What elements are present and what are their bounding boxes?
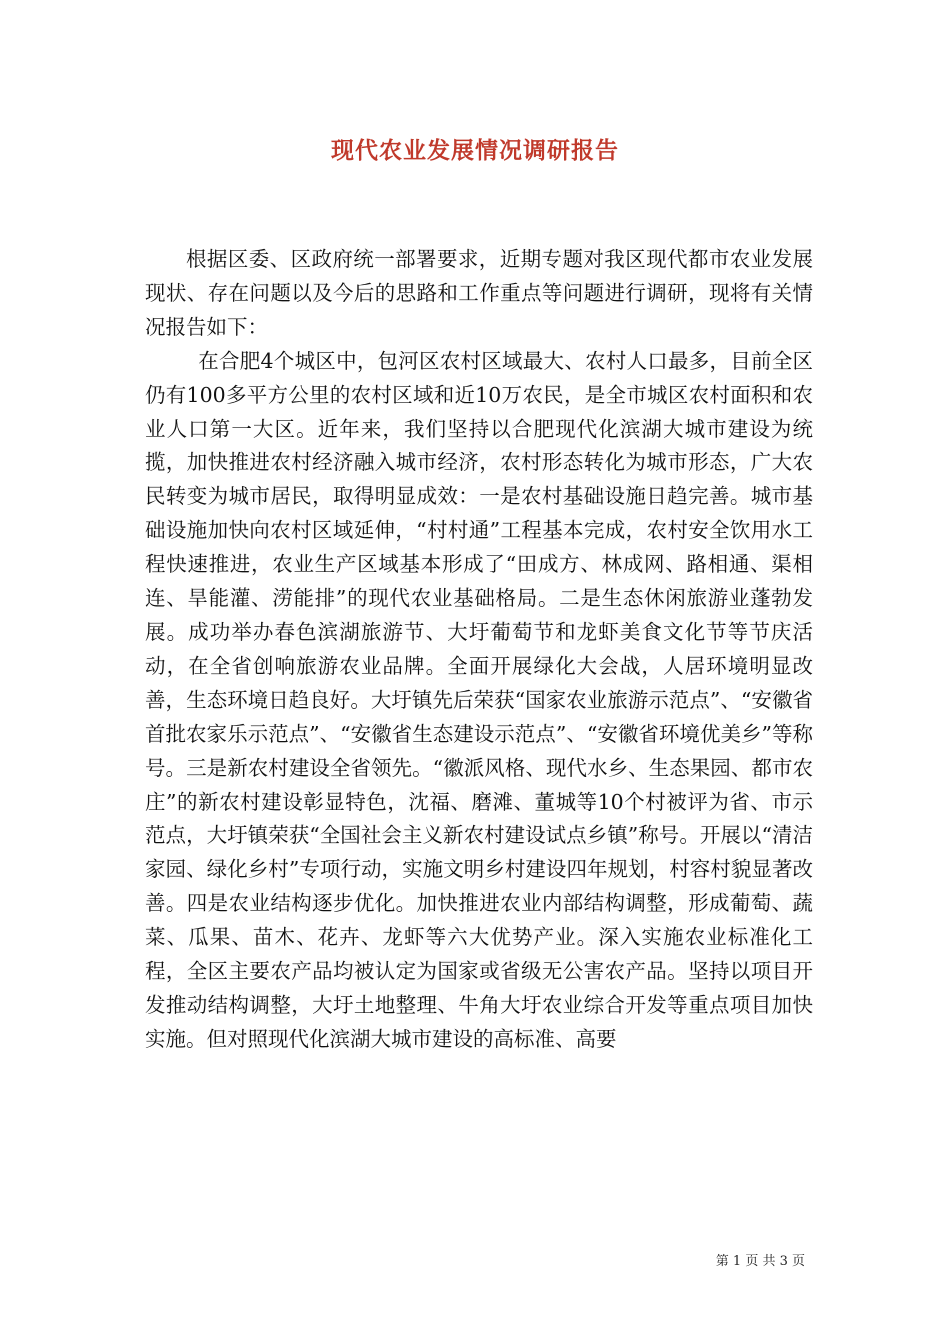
document-body (145, 243, 813, 1057)
document-title: 现代农业发展情况调研报告 (331, 137, 619, 164)
paragraph-intro: 根据区委、区政府统一部署要求，近期专题对我区现代都市农业发展现状、存在问题以及今后的思路和工作重点等问题进行调研，现将有关情况报告如下： (145, 247, 813, 339)
page-number: 第 1 页 共 3 页 (715, 1254, 805, 1269)
paragraph-main: 在合肥4个城区中，包河区农村区域最大、农村人口最多，目前全区仍有100多平方公里的农村区域和近10万农民，是全市城区农村面积和农业人口第一大区。近年来，我们坚持以合肥现代化滨湖大城市建设为统揽，加快推进农村经济融入城市经济，农村形态转化为城市形态，广大农民转变为城市居民，取得明显成效：一是农村基础设施日趋完善。城市基础设施加快向农村区域延伸，“村村通”工程基本完成，农村安全饮用水工程快速推进，农业生产区域基本形成了“田成方、林成网、路相通、渠相连、旱能灌、涝能排”的现代农业基础格局。二是生态休闲旅游业蓬勃发展。成功举办春色滨湖旅游节、大圩葡萄节和龙虾美食文化节等节庆活动，在全省创响旅游农业品牌。全面开展绿化大会战，人居环境明显改善，生态环境日趋良好。大圩镇先后荣获“国家农业旅游示范点”、“安徽省首批农家乐示范点”、“安徽省生态建设示范点”、“安徽省环境优美乡”等称号。三是新农村建设全省领先。“徽派风格、现代水乡、生态果园、都市农庄”的新农村建设彰显特色，沈福、磨滩、董城等10个村被评为省、市示范点，大圩镇荣获“全国社会主义新农村建设试点乡镇”称号。开展以“清洁家园、绿化乡村”专项行动，实施文明乡村建设四年规划，村容村貌显著改善。四是农业结构逐步优化。加快推进农业内部结构调整，形成葡萄、蔬菜、瓜果、苗木、花卉、龙虾等六大优势产业。深入实施农业标准化工程，全区主要农产品均被认定为国家或省级无公害农产品。坚持以项目开发推动结构调整，大圩土地整理、牛角大圩农业综合开发等重点项目加快实施。但对照现代化滨湖大城市建设的高标准、高要 (145, 348, 813, 1051)
